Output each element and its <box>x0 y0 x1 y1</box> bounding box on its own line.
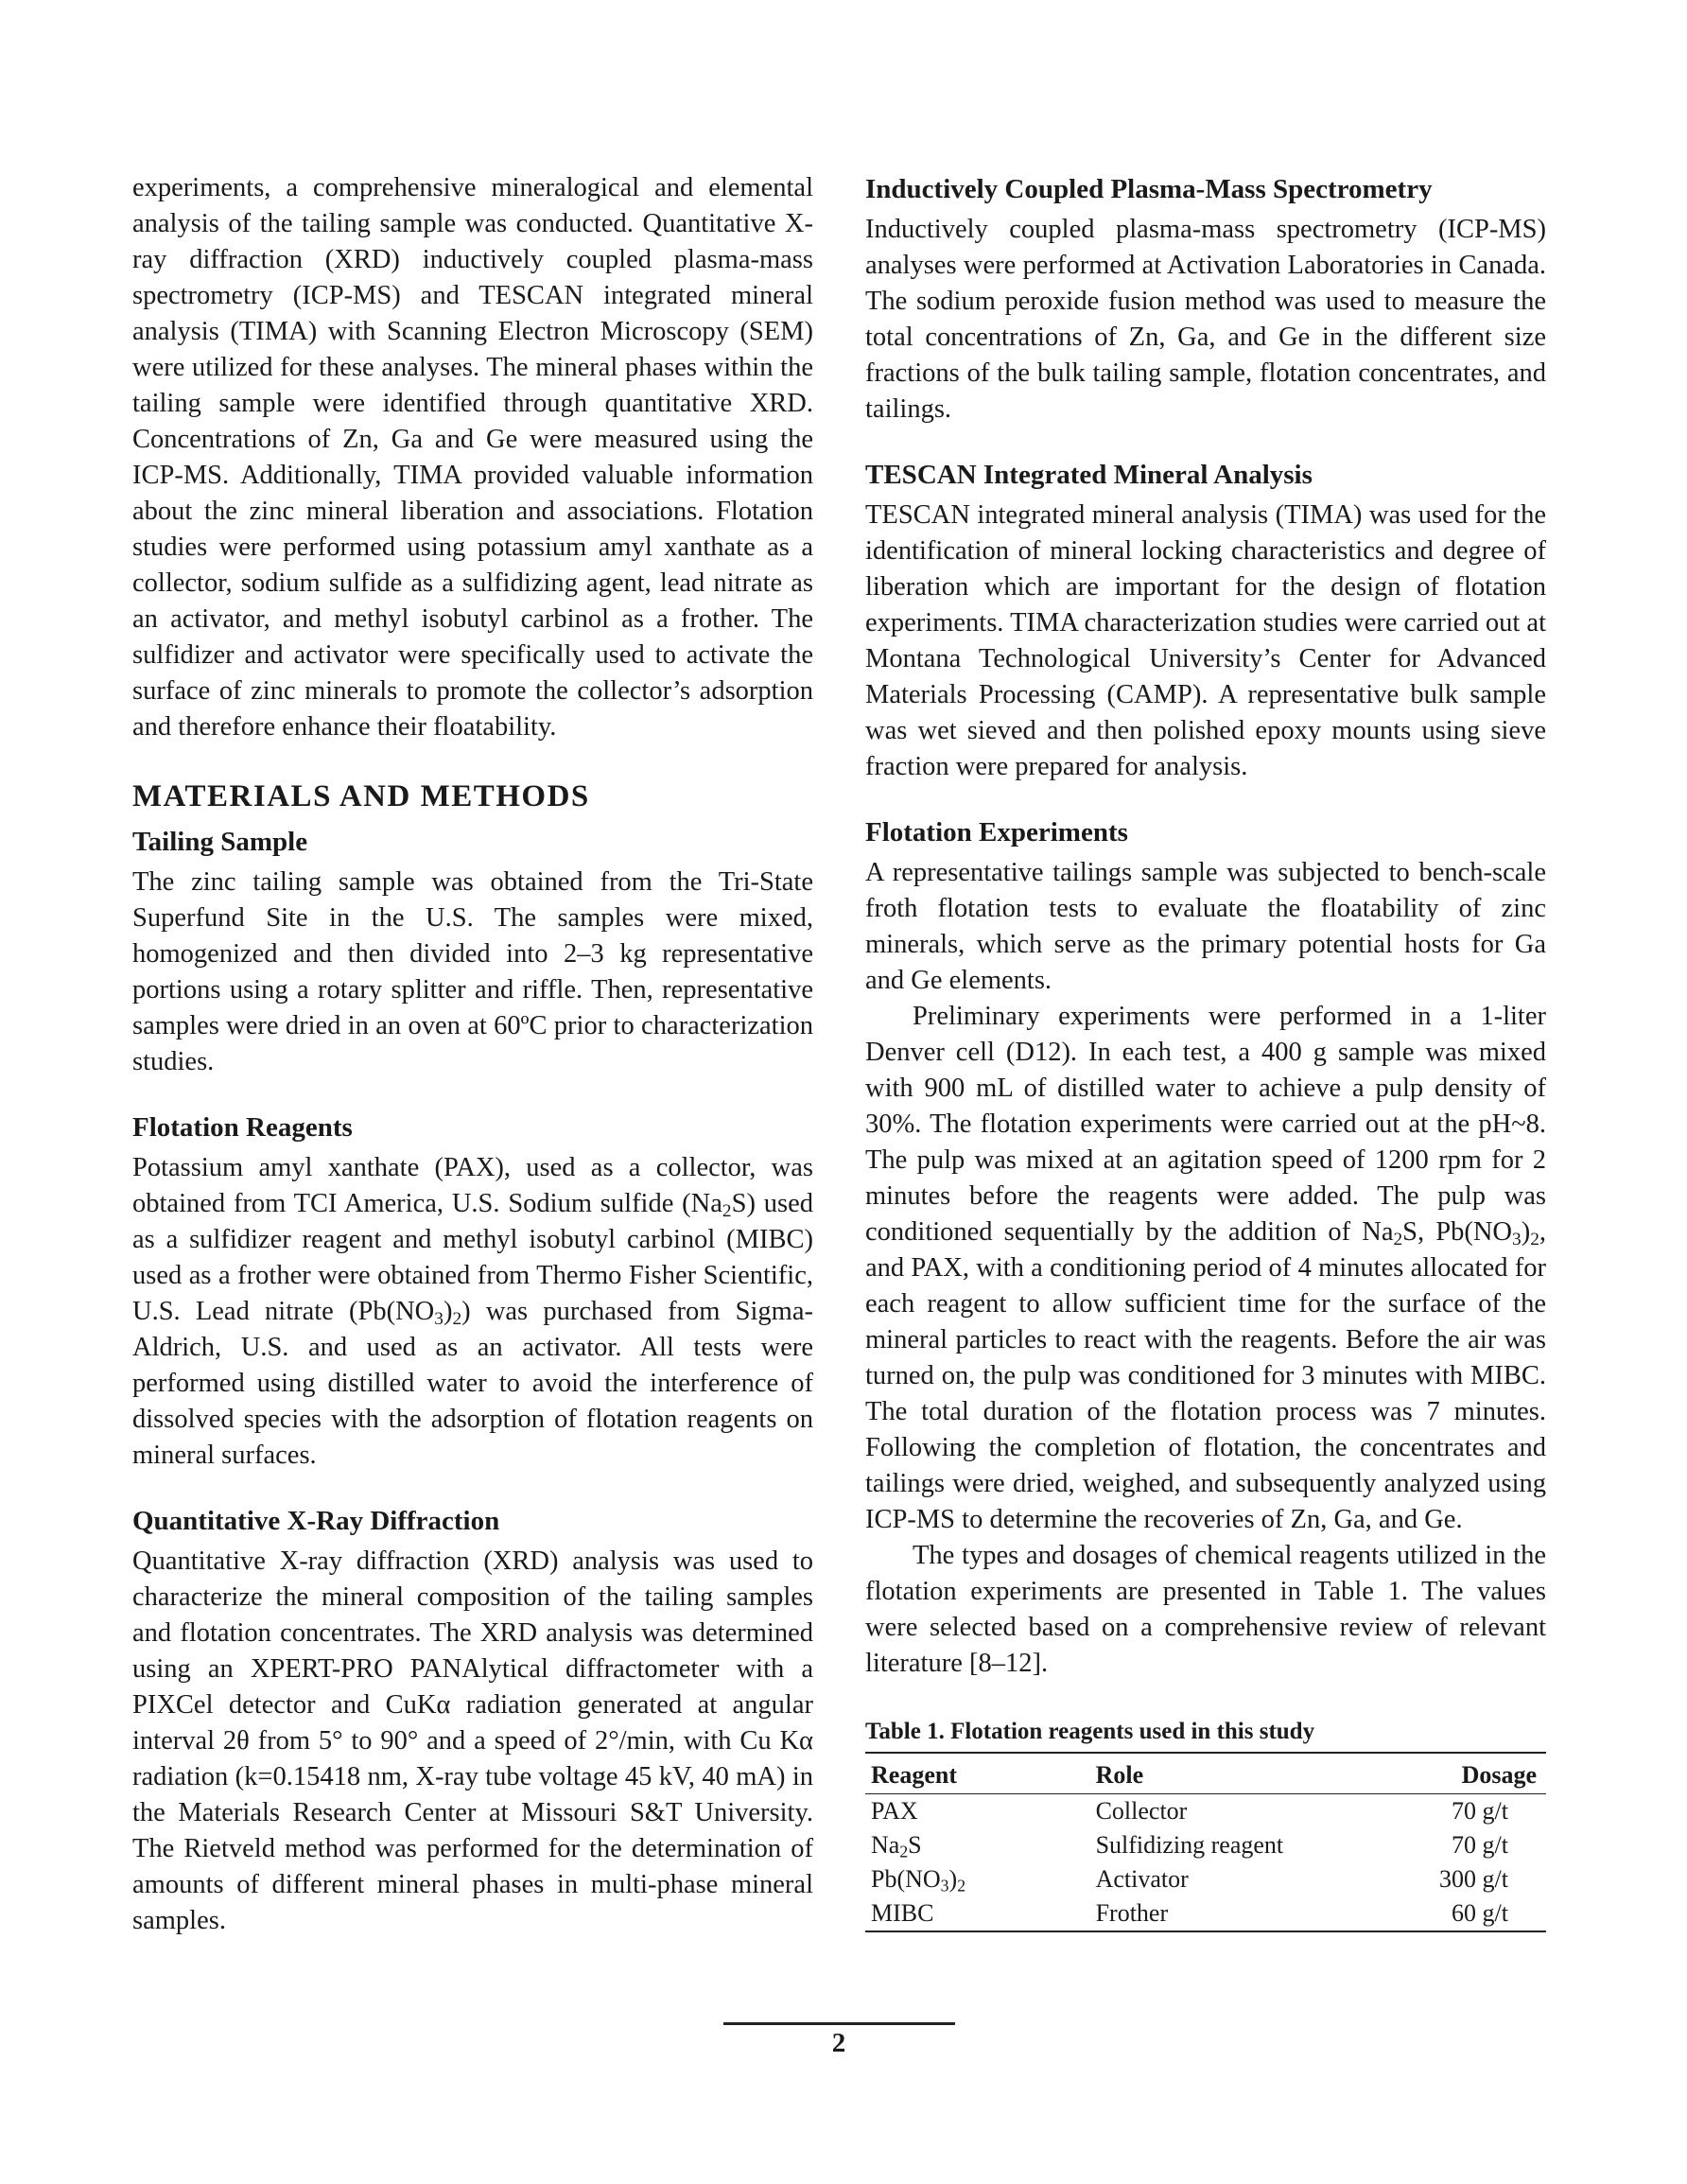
table-row <box>865 1794 1546 1829</box>
subscript: 3 <box>434 1308 443 1329</box>
cell-role: Collector <box>1095 1797 1188 1825</box>
text-segment: Pb(NO <box>871 1865 941 1893</box>
text-segment: Preliminary experiments were performed in a 1-liter Denver cell (D12). In each test, a 400 g sample was mixed with 900 mL of distilled water to achieve a pulp density of 30%. The flotation experiments were carried out at the pH~8. The pulp was mixed at an agitation speed of 1200 rpm for 2 minutes before the reagents were added. The pulp was conditioned sequentially by the addition of Na <box>865 1002 1546 1247</box>
cell-role: Sulfidizing reagent <box>1095 1831 1284 1859</box>
heading-tima: TESCAN Integrated Mineral Analysis <box>865 460 1313 490</box>
column-header-role: Role <box>1090 1753 1382 1794</box>
subscript: 2 <box>1530 1229 1539 1249</box>
paragraph-flotation-3: The types and dosages of chemical reagents utilized in the flotation experiments are presented in Table 1. The values were selected based on a comprehensive review of relevant literature [8–12]. <box>865 1541 1546 1678</box>
cell-role: Activator <box>1095 1865 1189 1893</box>
table-row <box>865 1828 1546 1862</box>
text-segment: ) was purchased from Sigma-Aldrich, U.S. and used as an activator. All tests were performed using distilled water to avoid the interference of dissolved species with the adsorption of flotation reagents on mineral surfaces. <box>132 1297 813 1470</box>
cell-role: Frother <box>1095 1899 1169 1927</box>
text-segment: Potassium amyl xanthate (PAX), used as a collector, was obtained from TCI America, U.S. Sodium sulfide (Na <box>132 1153 813 1218</box>
paragraph-icpms: Inductively coupled plasma-mass spectrometry (ICP-MS) analyses were performed at Activation Laboratories in Canada. The sodium peroxide fusion method was used to measure the total concentrations of Zn, Ga, and Ge in the different size fractions of the bulk tailing sample, flotation concentrates, and tailings. <box>865 215 1546 424</box>
text-segment: Na <box>871 1831 900 1859</box>
subscript: 2 <box>957 1876 966 1896</box>
paragraph-flotation-2 <box>865 999 1546 1538</box>
table-row <box>865 1896 1546 1931</box>
subscript: 2 <box>452 1308 462 1329</box>
cell-reagent: PAX <box>871 1797 918 1825</box>
text-segment: S) used as a sulfidizer reagent and methyl isobutyl carbinol (MIBC) used as a frother were obtained from Thermo Fisher Scientific, U.S. Lead nitrate (Pb(NO <box>132 1189 813 1326</box>
paragraph-tima: TESCAN integrated mineral analysis (TIMA) was used for the identification of mineral locking characteristics and degree of liberation which are important for the design of flotation experiments. TIMA characterization studies were carried out at Montana Technological University’s Center for Advanced Materials Processing (CAMP). A representative bulk sample was wet sieved and then polished epoxy mounts using sieve fraction were prepared for analysis. <box>865 500 1546 781</box>
cell-reagent <box>865 1862 1090 1896</box>
heading-flotation-experiments: Flotation Experiments <box>865 817 1128 847</box>
table-header-row <box>865 1753 1546 1794</box>
column-header-dosage: Dosage <box>1382 1753 1546 1794</box>
heading-flotation-reagents: Flotation Reagents <box>132 1112 353 1143</box>
text-segment: ) <box>443 1297 453 1326</box>
subscript: 2 <box>1393 1229 1403 1249</box>
text-segment: , and PAX, with a conditioning period of 4 minutes allocated for each reagent to allow sufficient time for the surface of the mineral particles to react with the reagents. Before the air was turned on, the pulp was conditioned for 3 minutes with MIBC. The total duration of the flotation process was 7 minutes. Following the completion of flotation, the concentrates and tailings were dried, weighed, and subsequently analyzed using ICP-MS to determine the recoveries of Zn, Ga, and Ge. <box>865 1217 1546 1534</box>
paragraph-flotation-1: A representative tailings sample was subjected to bench-scale froth flotation tests to evaluate the floatability of zinc minerals, which serve as the primary potential hosts for Ga and Ge elements. <box>865 858 1546 995</box>
page-number: 2 <box>831 2028 846 2058</box>
subscript: 3 <box>940 1876 949 1896</box>
intro-paragraph: experiments, a comprehensive mineralogical and elemental analysis of the tailing sample was conducted. Quantitative X-ray diffraction (XRD) inductively coupled plasma-mass spectrometry (ICP-MS) and TESCAN integrated mineral analysis (TIMA) with Scanning Electron Microscopy (SEM) were utilized for these analyses. The mineral phases within the tailing sample were identified through quantitative XRD. Concentrations of Zn, Ga and Ge were measured using the ICP-MS. Additionally, TIMA provided valuable information about the zinc mineral liberation and associations. Flotation studies were performed using potassium amyl xanthate as a collector, sodium sulfide as a sulfidizing agent, lead nitrate as an activator, and methyl isobutyl carbinol as a frother. The sulfidizer and activator were specifically used to activate the surface of zinc minerals to promote the collector’s adsorption and therefore enhance their floatability. <box>132 173 813 742</box>
section-heading-materials-methods: MATERIALS AND METHODS <box>132 779 590 813</box>
subscript: 3 <box>1512 1229 1522 1249</box>
heading-tailing-sample: Tailing Sample <box>132 827 308 857</box>
cell-dosage: 60 g/t <box>1452 1899 1508 1927</box>
text-segment: ) <box>1521 1217 1531 1247</box>
table-row <box>865 1862 1546 1896</box>
cell-dosage: 300 g/t <box>1439 1865 1508 1893</box>
text-segment: S, Pb(NO <box>1402 1217 1512 1247</box>
heading-icpms: Inductively Coupled Plasma-Mass Spectrometry <box>865 174 1433 204</box>
column-header-reagent: Reagent <box>865 1753 1090 1794</box>
reagents-table <box>865 1752 1546 1932</box>
table-caption: Table 1. Flotation reagents used in this study <box>865 1719 1315 1744</box>
cell-reagent <box>865 1828 1090 1862</box>
paragraph-flotation-reagents <box>132 1150 813 1474</box>
paragraph-xrd: Quantitative X-ray diffraction (XRD) analysis was used to characterize the mineral composition of the tailing samples and flotation concentrates. The XRD analysis was determined using an XPERT-PRO PANAlytical diffractometer with a PIXCel detector and CuKα radiation generated at angular interval 2θ from 5° to 90° and a speed of 2°/min, with Cu Kα radiation (k=0.15418 nm, X-ray tube voltage 45 kV, 40 mA) in the Materials Research Center at Missouri S&T University. The Rietveld method was performed for the determination of amounts of different mineral phases in multi-phase mineral samples. <box>132 1546 813 1935</box>
right-column <box>865 170 1546 1932</box>
cell-dosage: 70 g/t <box>1452 1831 1508 1859</box>
subscript: 2 <box>899 1842 909 1861</box>
left-column <box>132 170 813 1939</box>
heading-xrd: Quantitative X-Ray Diffraction <box>132 1506 500 1536</box>
text-segment: ) <box>948 1865 958 1893</box>
subscript: 2 <box>722 1200 732 1221</box>
cell-reagent: MIBC <box>871 1899 934 1927</box>
text-segment: S <box>908 1831 922 1859</box>
paragraph-tailing-sample: The zinc tailing sample was obtained from the Tri-State Superfund Site in the U.S. The samples were mixed, homogenized and then divided into 2–3 kg representative portions using a rotary splitter and riffle. Then, representative samples were dried in an oven at 60ºC prior to characterization studies. <box>132 867 813 1076</box>
cell-dosage: 70 g/t <box>1452 1797 1508 1825</box>
